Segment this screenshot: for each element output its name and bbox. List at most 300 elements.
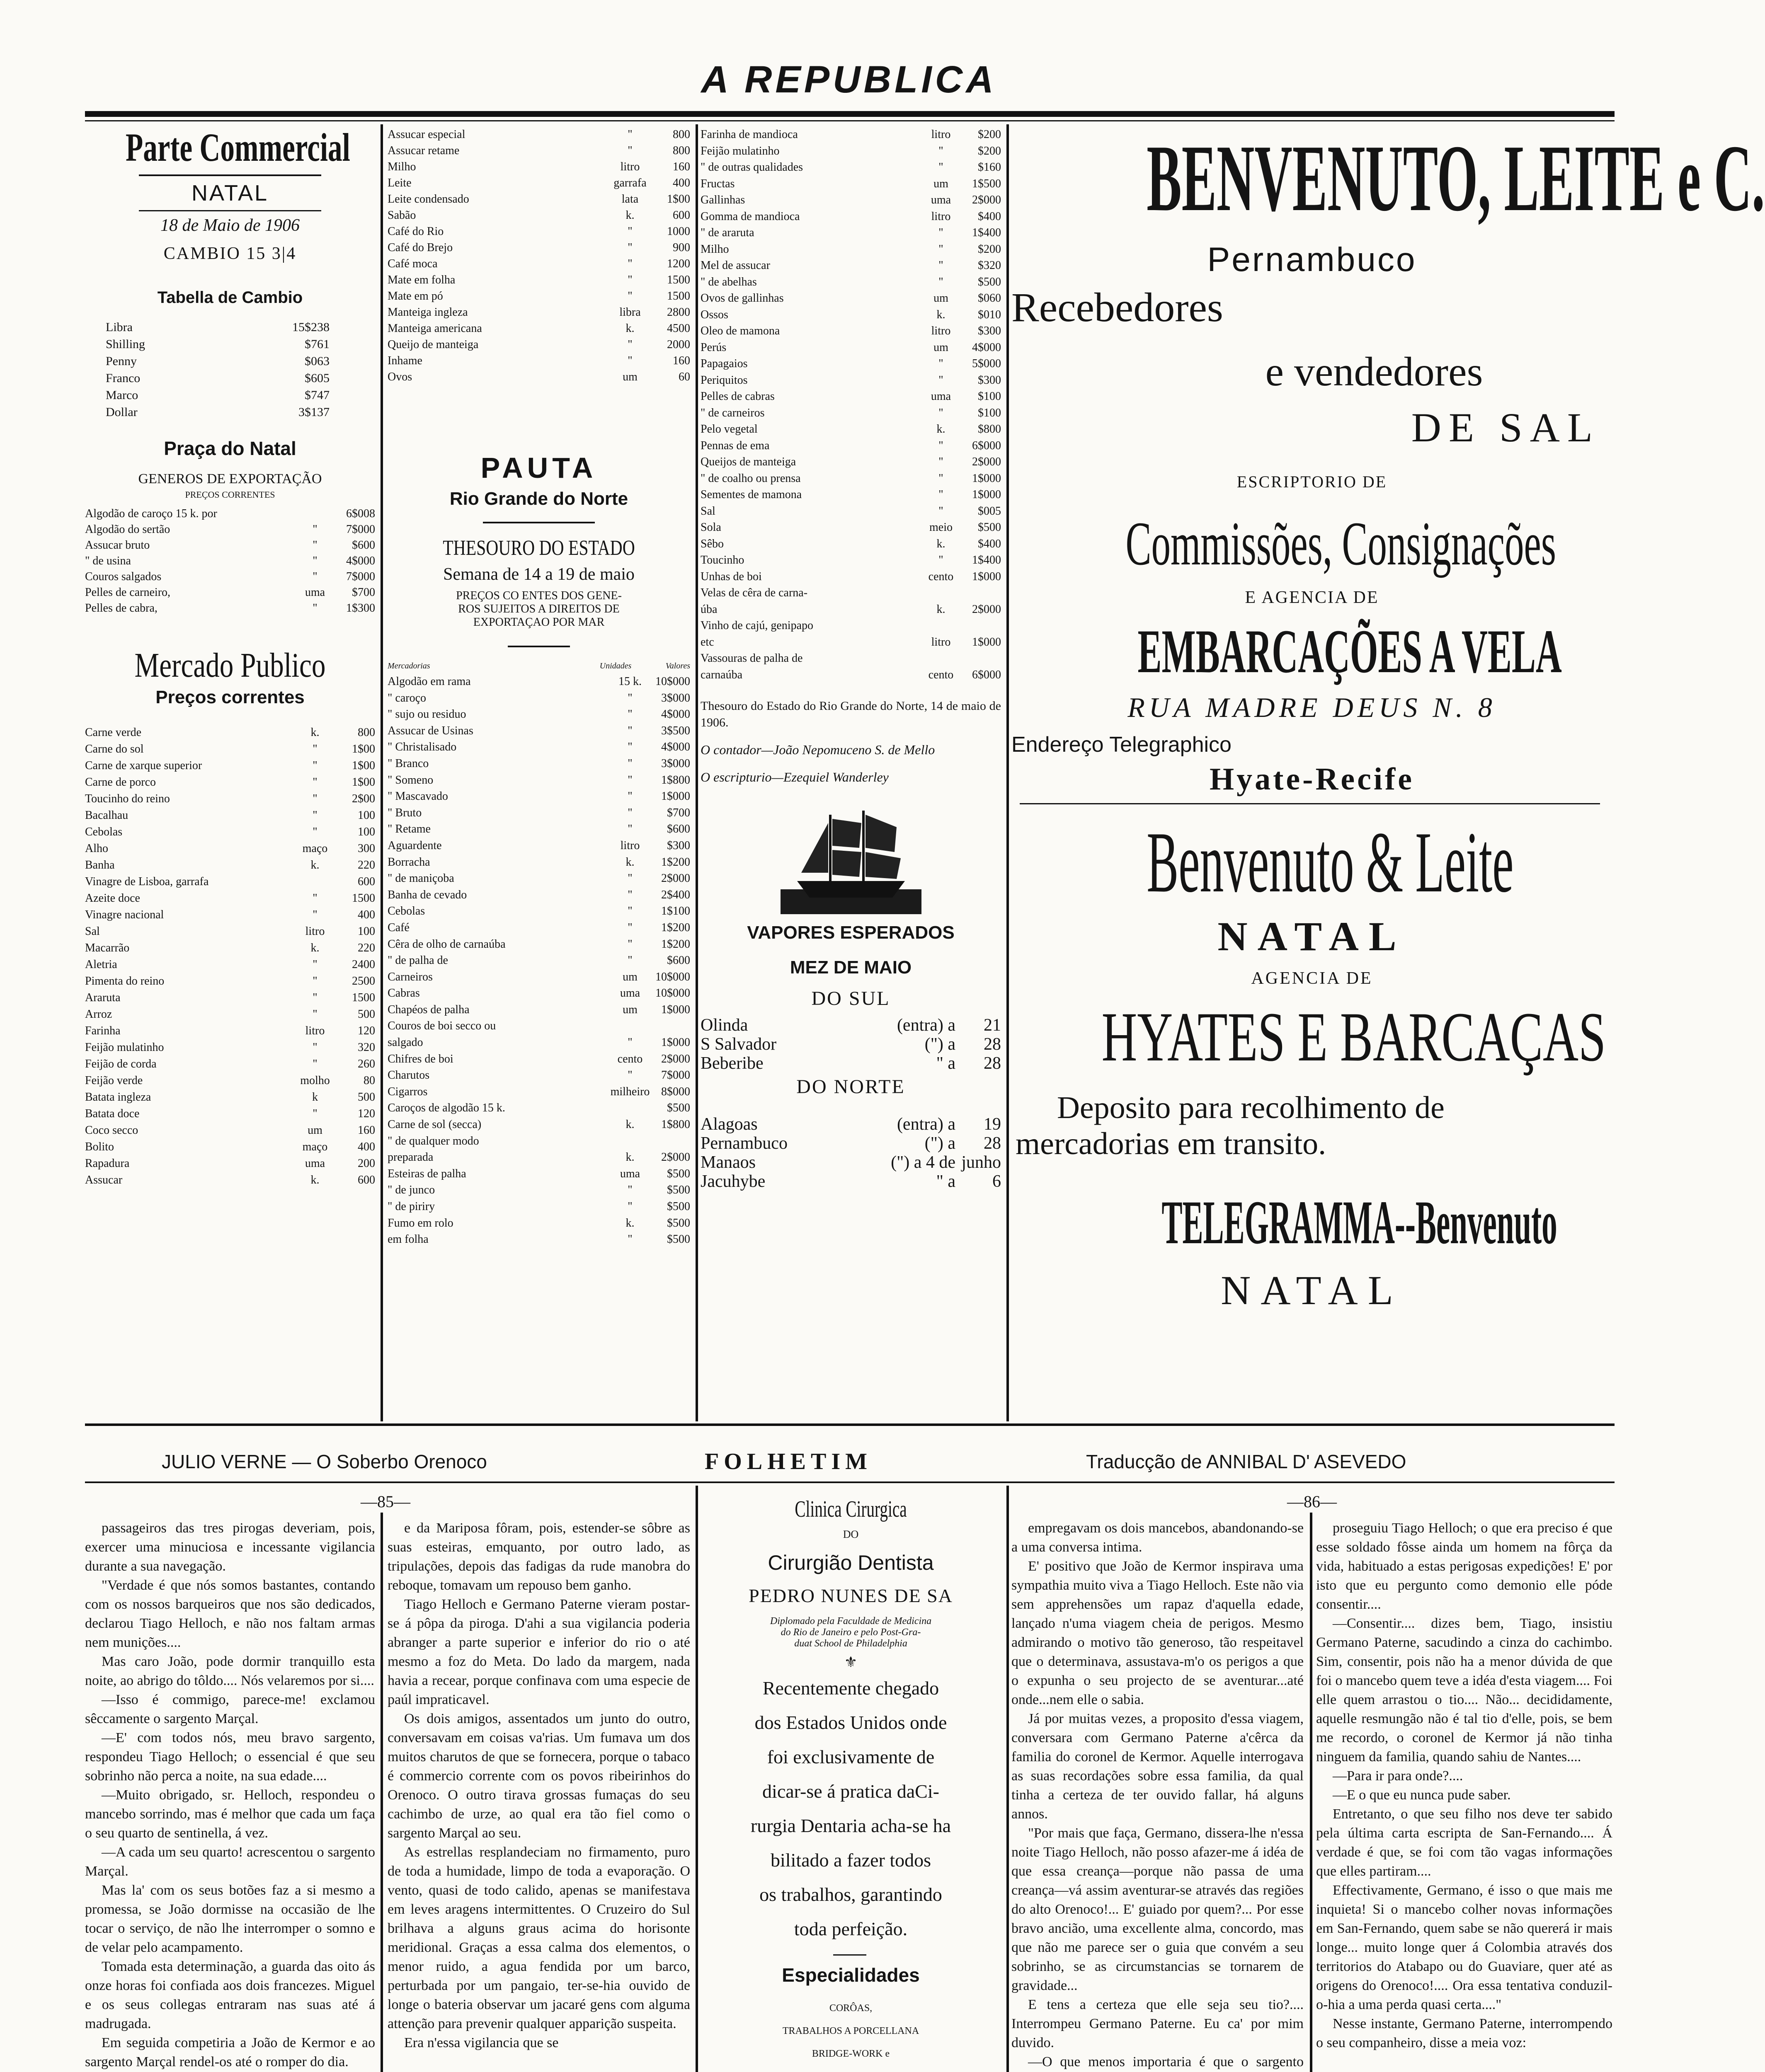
col3-item-name: Unhas de boi: [701, 570, 762, 583]
mercado-item-name: Carne do sol: [85, 743, 144, 755]
export-item-name: Algodão de caroço 15 k. por: [85, 507, 217, 520]
col2-item-unit: um: [623, 370, 638, 383]
sul-day: 21: [984, 1016, 1001, 1035]
mercado-row: [85, 824, 375, 840]
pauta-row: [388, 1231, 690, 1248]
mercado-item-value: 500: [358, 1091, 375, 1104]
novel-c2-paragraph: As estrellas resplandeciam no firmamento, puro de toda a humidade, limpo de toda a evaporação. O vento, quasi de todo calido, apenas se manifestava em leves aragens intermittentes. O Cruzeiro do Sul brilhava a alguns graus acima do horisonte meridional. Graças a essa calma dos elementos, o menor ruido, a agua fendida por um barco, perturbada por um pangaio, ter-se-hia ouvido de longe o bateria observar um jacaré gens com alguma attenção para prevenir qualquer apparição suspeita.: [388, 1844, 690, 2031]
col3-row: [701, 126, 1001, 143]
col3-item-unit: k.: [936, 537, 946, 550]
novel-c1-paragraph: Mas la' com os seus botões faz a si mesmo a promessa, se João dormisse na occasião de lhe tocar o serviço, de não lhe interromper o somno e de velar pelo acampamento.: [85, 1883, 375, 1955]
mercado-item-unit: ": [313, 825, 318, 838]
pauta-week: Semana de 14 a 19 de maio: [443, 565, 635, 584]
pauta-item-unit: ": [628, 757, 633, 770]
benvenuto-advert: [1011, 124, 1765, 1314]
col2-item-unit: ": [628, 290, 633, 303]
pauta-item-value: $500: [667, 1200, 690, 1213]
pauta-item-unit: k.: [626, 1216, 635, 1230]
mercado-item-value: 1500: [352, 991, 375, 1004]
col2-item-name: Ovos: [388, 370, 412, 383]
mercado-item-name: Feijão de corda: [85, 1058, 157, 1070]
pauta-item-name: Borracha: [388, 855, 430, 869]
pauta-item-unit: ": [628, 741, 633, 754]
col2-row: [388, 369, 690, 385]
col3-item-value: $500: [978, 275, 1001, 288]
pauta-item-name: " Someno: [388, 773, 434, 787]
mercado-row: [85, 857, 375, 874]
norte-ship: Jacuhybe: [701, 1172, 766, 1191]
mercado-item-value: 800: [358, 726, 375, 739]
col2-item-unit: ": [628, 144, 633, 157]
col2-row: [388, 191, 690, 207]
export-item-name: Assucar bruto: [85, 539, 150, 552]
export-item-name: Algodão do sertão: [85, 523, 170, 536]
export-row: [85, 522, 375, 537]
col3-item-value: $200: [978, 128, 1001, 141]
clinica-body-line: foi exclusivamente de: [767, 1746, 935, 1767]
col3-item-unit: um: [933, 292, 948, 305]
column-divider: [381, 1513, 383, 2072]
pauta-item-unit: 15 k.: [618, 675, 642, 688]
mercado-item-name: Arroz: [85, 1008, 112, 1021]
exchange-item-value: $747: [305, 388, 330, 402]
mercado-item-name: Rapadura: [85, 1157, 130, 1170]
mercado-item-value: 200: [358, 1157, 375, 1170]
exchange-title: Tabella de Cambio: [157, 288, 303, 307]
pauta-item-name: " de maniçoba: [388, 872, 454, 885]
col2-item-name: Milho: [388, 160, 416, 173]
novel-c5-paragraph: proseguiu Tiago Helloch; o que era preciso é que esse soldado fôsse ainda um homem na fôrça da vida, habituado a estas perigosas expedições! E' por isto que eu pergunto como demonio elle póde consentir....: [1316, 1520, 1612, 1612]
mercado-item-unit: k.: [310, 942, 320, 954]
norte-ship: Alagoas: [701, 1115, 758, 1134]
norte-row: [701, 1115, 1001, 1134]
masthead-rule: [85, 111, 1615, 117]
pauta-item-name: " de palha de: [388, 954, 448, 967]
exchange-item-name: Shilling: [106, 337, 145, 351]
col2-item-name: Leite condensado: [388, 193, 469, 206]
pauta-row: [388, 1034, 690, 1051]
pauta-item-value: $700: [667, 806, 690, 819]
clinica-body-line: rurgia Dentaria acha-se ha: [750, 1815, 951, 1836]
col3-item-unit: k.: [936, 603, 946, 616]
pauta-item-name: em folha: [388, 1233, 429, 1246]
col3-item-unit: meio: [929, 521, 953, 534]
mercado-item-value: 160: [358, 1124, 375, 1137]
col3-item-value: [964, 617, 1001, 634]
mercado-item-name: Azeite doce: [85, 892, 140, 905]
norte-row: [701, 1134, 1001, 1153]
col3-row: [701, 388, 1001, 405]
sul-note: " a: [936, 1054, 955, 1073]
col3-row: [701, 552, 1001, 569]
clinica-title: Clinica Cirurgica: [795, 1496, 907, 1522]
norte-title: DO NORTE: [796, 1076, 905, 1098]
col2-item-value: 1200: [667, 257, 690, 270]
pauta-item-value: 1$800: [661, 1118, 690, 1131]
pauta-item-name: " caroço: [388, 691, 427, 704]
praca-title: Praça do Natal: [164, 438, 296, 459]
col3-item-unit: cento: [928, 668, 954, 681]
mercado-row: [85, 1155, 375, 1172]
col2-item-value: 800: [673, 128, 690, 141]
mercado-row: [85, 874, 375, 890]
col3-item-name: Vassouras de palha de: [701, 652, 803, 665]
ad-recebedores: Recebedores: [1011, 284, 1223, 330]
col3-item-name: Mel de assucar: [701, 259, 770, 272]
novel-c4-paragraph: E tens a certeza que elle seja seu tio?.... Interrompeu Germano Paterne. Eu ca' por mim duvido.: [1011, 1997, 1304, 2050]
ad-city: Pernambuco: [1207, 241, 1417, 278]
mercado-row: [85, 1122, 375, 1139]
col3-row: [701, 176, 1001, 192]
col3-item-unit: litro: [931, 324, 951, 337]
mercado-row: [85, 1172, 375, 1188]
pauta-item-unit: ": [628, 773, 633, 787]
col3-item-name: Pelo vegetal: [701, 423, 758, 436]
clinica-body-line: toda perfeição.: [794, 1918, 908, 1939]
col3-item-value: 5$000: [972, 357, 1001, 370]
col3-item-unit: litro: [931, 210, 951, 223]
col2-item-value: 1500: [667, 274, 690, 286]
novel-c1-paragraph: —E' com todos nós, meu bravo sargento, respondeu Tiago Helloch; o essencial é que seu sobrinho não perca a noite, na sua edade....: [85, 1730, 375, 1784]
col2-item-name: Sabão: [388, 209, 416, 222]
mercado-row: [85, 1023, 375, 1039]
novel-c2-paragraph: Era n'essa vigilancia que se: [404, 2035, 559, 2050]
col2-item-unit: garrafa: [613, 177, 647, 189]
pauta-row: [388, 673, 690, 690]
export-item-unit: ": [313, 602, 318, 615]
pauta-item-value: 1$000: [661, 790, 690, 803]
col2-item-unit: ": [628, 225, 633, 238]
pauta-row: [388, 706, 690, 723]
col2-item-value: 2800: [667, 306, 690, 319]
col3-item-unit: ": [938, 455, 943, 468]
mercado-item-unit: ": [313, 809, 318, 822]
mercado-row: [85, 907, 375, 923]
clinica-dipl-1: Diplomado pela Faculdade de Medicina: [770, 1616, 932, 1627]
mercado-item-name: Batata ingleza: [85, 1091, 151, 1104]
pauta-item-name: Fumo em rolo: [388, 1216, 453, 1230]
mercado-item-unit: litro: [305, 925, 325, 938]
col3-item-unit: ": [938, 275, 943, 288]
pauta-item-unit: uma: [620, 987, 640, 1000]
col3-item-unit: litro: [931, 128, 951, 141]
clinica-body-line: Recentemente chegado: [762, 1677, 939, 1699]
sul-note: (entra) a: [897, 1016, 955, 1035]
export-item-value: 4$000: [346, 554, 375, 567]
col2-item-name: Café do Brejo: [388, 241, 453, 254]
pauta-item-name: Carne de sol (secca): [388, 1118, 482, 1131]
col3-row: [701, 159, 1001, 176]
col3-price-table: [701, 126, 1001, 683]
ad-agencia-2: AGENCIA DE: [1251, 969, 1373, 988]
export-row: [85, 537, 375, 553]
ad-benvenuto-leite: Benvenuto & Leite: [1147, 814, 1514, 910]
pauta-item-value: 1$200: [661, 937, 690, 951]
col3-row: [701, 454, 1001, 470]
pauta-item-unit: [607, 1018, 653, 1034]
col3-item-unit: ": [938, 242, 943, 256]
commercial-city: NATAL: [191, 181, 269, 206]
mercado-item-value: 80: [364, 1074, 375, 1087]
pauta-item-value: 2$000: [661, 1151, 690, 1164]
pauta-item-name: Carneiros: [388, 970, 433, 983]
col3-item-name: Fructas: [701, 177, 735, 190]
exchange-row: [106, 336, 330, 353]
pauta-item-unit: ": [628, 905, 633, 918]
col3-item-name: " de outras qualidades: [701, 161, 803, 174]
col3-item-unit: [918, 650, 964, 667]
pauta-item-unit: ": [628, 1184, 633, 1197]
ad-telegramma: TELEGRAMMA--Benvenuto: [1161, 1188, 1557, 1257]
col2-item-name: Inhame: [388, 354, 422, 367]
mercado-item-unit: ": [313, 1058, 318, 1070]
col2-item-name: Manteiga americana: [388, 322, 482, 335]
export-item-value: $600: [352, 539, 375, 552]
pauta-row: [388, 1018, 690, 1034]
page-number-left: —85—: [361, 1492, 410, 1511]
col3-item-value: 1$400: [972, 226, 1001, 239]
pauta-item-unit: um: [623, 970, 638, 983]
norte-day: junho: [961, 1153, 1001, 1172]
mercado-item-name: Aletria: [85, 958, 117, 971]
col3-item-name: Papagaios: [701, 357, 748, 370]
sul-title: DO SUL: [811, 988, 890, 1009]
col2-item-name: Café moca: [388, 257, 438, 270]
col3-item-value: $400: [978, 210, 1001, 223]
pauta-item-unit: milheiro: [610, 1085, 650, 1098]
pauta-item-name: Banha de cevado: [388, 888, 467, 901]
sul-ship: Beberibe: [701, 1054, 764, 1073]
col3-item-name: Ossos: [701, 308, 728, 321]
novel-c1-paragraph: Mas caro João, pode dormir tranquillo esta noite, ao abrigo do tôldo.... Nós velaremos por si....: [85, 1654, 375, 1688]
novel-c5-paragraph: Entretanto, o que seu filho nos deve ter sabido pela última carta escripta de San-Fernando.... Á verdade é que, se foi com tão vagas informações que elles partiram....: [1316, 1806, 1612, 1879]
col3-item-value: $200: [978, 144, 1001, 157]
mercado-item-value: 260: [358, 1058, 375, 1070]
mercado-item-value: 500: [358, 1008, 375, 1021]
pauta-item-value: 2$000: [661, 1052, 690, 1065]
col3-item-name: Oleo de mamona: [701, 324, 780, 337]
col3-item-value: $320: [978, 259, 1001, 272]
mercado-item-value: 2500: [352, 975, 375, 988]
col3-item-unit: ": [938, 144, 943, 157]
pauta-item-value: 10$000: [655, 675, 690, 688]
pauta-item-name: Assucar de Usinas: [388, 724, 473, 737]
ad-deposito: Deposito para recolhimento de: [1057, 1090, 1445, 1125]
col3-item-unit: k.: [936, 423, 946, 436]
mercado-item-value: 600: [358, 1174, 375, 1186]
exchange-item-name: Franco: [106, 371, 141, 385]
pauta-item-value: 7$000: [661, 1069, 690, 1082]
export-item-unit: ": [313, 539, 318, 552]
ad-divider: [1020, 803, 1600, 804]
pauta-item-value: 2$400: [661, 888, 690, 901]
pauta-item-name: Algodão em rama: [388, 675, 471, 688]
pauta-item-value: 8$000: [661, 1085, 690, 1098]
col3-item-value: $800: [978, 423, 1001, 436]
pauta-item-unit: ": [628, 954, 633, 967]
mercado-item-name: Vinagre nacional: [85, 908, 164, 921]
mercado-row: [85, 923, 375, 940]
mercado-item-unit: ": [313, 743, 318, 755]
col3-item-name: " de coalho ou prensa: [701, 472, 801, 485]
pauta-item-unit: ": [628, 888, 633, 901]
sul-ship: S Salvador: [701, 1035, 777, 1054]
pauta-row: [388, 1051, 690, 1067]
col3-item-unit: cento: [928, 570, 954, 583]
col3-row: [701, 601, 1001, 618]
col3-item-value: 2$000: [972, 455, 1001, 468]
export-item-unit: uma: [305, 586, 325, 599]
pauta-row: [388, 1215, 690, 1232]
mercado-item-value: 100: [358, 809, 375, 822]
pauta-row: [388, 1149, 690, 1166]
col3-item-name: Ovos de gallinhas: [701, 292, 784, 305]
col3-item-value: $500: [978, 521, 1001, 534]
export-item-value: 6$008: [346, 507, 375, 520]
col3-row: [701, 634, 1001, 651]
col3-item-value: 1$500: [972, 177, 1001, 190]
vapores-title: VAPORES ESPERADOS: [747, 922, 955, 943]
pauta-item-value: 1$200: [661, 921, 690, 934]
mercado-item-value: 220: [358, 942, 375, 954]
mercado-row: [85, 1056, 375, 1072]
col2-row: [388, 240, 690, 256]
col3-item-name: Toucinho: [701, 554, 744, 566]
ornament-icon: ⚜: [844, 1654, 858, 1670]
pauta-item-value: 3$500: [661, 724, 690, 737]
col3-item-value: 1$000: [972, 488, 1001, 501]
mercado-item-unit: ": [313, 792, 318, 805]
mercado-item-name: Bacalhau: [85, 809, 128, 822]
col3-row: [701, 405, 1001, 421]
novel-c5-paragraph: —Consentir.... dizes bem, Tiago, insistiu Germano Paterne, sacudindo a cinza do cachimbo. Sim, consentir, pois não ha a menor dúvida de que foi o mancebo quem teve a idéa d'esta viagem.... Foi elle quem arrastou o tio.... Não... decididamente, aquelle resmungão não é tal tio d'elle, pois, se bem me recordo, o coronel de Kermor já não tinha ninguem da familia, quando sahiu de Nantes....: [1316, 1616, 1612, 1765]
col3-row: [701, 585, 1001, 601]
column-divider: [1006, 1486, 1009, 2072]
col2-item-unit: ": [628, 241, 633, 254]
mercado-row: [85, 990, 375, 1006]
ship-icon: [781, 798, 921, 914]
mercado-item-unit: maço: [302, 1140, 328, 1153]
col2-item-value: 800: [673, 144, 690, 157]
col3-item-unit: [918, 617, 964, 634]
mercado-item-name: Coco secco: [85, 1124, 138, 1137]
mercado-item-unit: ": [313, 776, 318, 789]
pauta-item-unit: [607, 1133, 653, 1150]
mercado-item-value: 120: [358, 1024, 375, 1037]
col2-item-value: 1500: [667, 290, 690, 303]
mercado-row: [85, 973, 375, 990]
mercado-item-unit: k.: [310, 859, 320, 871]
col2-item-unit: ": [628, 338, 633, 351]
norte-day: 19: [984, 1115, 1001, 1134]
export-row: [85, 506, 375, 522]
pauta-item-value: 10$000: [655, 987, 690, 1000]
export-item-value: 1$300: [346, 602, 375, 615]
pauta-item-value: [653, 1133, 690, 1150]
mercado-item-unit: ": [313, 892, 318, 905]
pauta-item-value: 2$000: [661, 872, 690, 885]
pauta-item-value: 4$000: [661, 708, 690, 721]
col3-item-name: Periquitos: [701, 373, 748, 387]
clinica-coroas: CORÔAS,: [829, 2003, 873, 2014]
col3-item-value: $060: [978, 292, 1001, 305]
novel-column-1: [85, 1519, 375, 2072]
exchange-row: [106, 319, 330, 336]
pauta-item-unit: ": [628, 937, 633, 951]
mercado-item-unit: k.: [310, 726, 320, 739]
cambio-rate: CAMBIO 15 3|4: [163, 244, 297, 263]
pauta-item-unit: um: [623, 1003, 638, 1016]
mercado-item-unit: ": [313, 759, 318, 772]
col3-item-unit: ": [938, 357, 943, 370]
pauta-item-name: " Branco: [388, 757, 429, 770]
mercado-item-value: 1$00: [352, 743, 375, 755]
export-item-value: $700: [352, 586, 375, 599]
pauta-note-2: ROS SUJEITOS A DIREITOS DE: [458, 603, 620, 615]
column-divider: [696, 1486, 698, 2072]
pauta-row: [388, 903, 690, 920]
mercado-row: [85, 1089, 375, 1106]
col3-row: [701, 487, 1001, 503]
col3-item-name: Pelles de cabras: [701, 390, 775, 403]
divider: [483, 522, 595, 523]
pauta-row: [388, 854, 690, 871]
column-divider: [1310, 1513, 1312, 2072]
sul-day: 28: [984, 1035, 1001, 1054]
col2-item-name: Assucar retame: [388, 144, 460, 157]
pauta-item-value: 10$000: [655, 970, 690, 983]
folhetim-title: FOLHETIM: [705, 1449, 873, 1474]
mercado-item-value: 1500: [352, 892, 375, 905]
export-item-name: Pelles de carneiro,: [85, 586, 171, 599]
ad-natal: NATAL: [1217, 913, 1406, 959]
ad-embarcacoes: EMBARCAÇÕES A VELA: [1137, 617, 1562, 686]
col3-row: [701, 241, 1001, 258]
pauta-row: [388, 1198, 690, 1215]
pauta-note-1: PREÇOS CO ENTES DOS GENE-: [456, 589, 622, 602]
col3-row: [701, 667, 1001, 683]
pauta-item-name: Esteiras de palha: [388, 1167, 466, 1180]
mercado-item-value: 400: [358, 908, 375, 921]
col3-item-unit: ": [938, 406, 943, 419]
novel-c1-paragraph: "Verdade é que nós somos bastantes, contando com os nossos barqueiros que nos são dedicados, declarou Tiago Helloch, e não nos faltam armas nem munições....: [85, 1578, 375, 1650]
exchange-item-name: Penny: [106, 354, 137, 368]
col2-item-value: 2000: [667, 338, 690, 351]
commercial-column: [85, 124, 375, 1188]
col2-item-value: 1000: [667, 225, 690, 238]
export-item-name: Couros salgados: [85, 570, 162, 583]
novel-c1-paragraph: Em seguida competiria a João de Kermor e ao sargento Marçal rendel-os até o romper do dia.: [85, 2035, 375, 2070]
mercado-item-name: Toucinho do reino: [85, 792, 170, 805]
clinica-body-line: os trabalhos, garantindo: [759, 1884, 942, 1905]
export-item-value: 7$000: [346, 523, 375, 536]
col2-item-value: 160: [673, 160, 690, 173]
pauta-row: [388, 952, 690, 969]
pauta-item-value: $500: [667, 1101, 690, 1115]
novel-c5-paragraph: —Para ir para onde?....: [1333, 1768, 1463, 1784]
pauta-item-name: Chifres de boi: [388, 1052, 453, 1065]
col3-item-value: 6$000: [972, 668, 1001, 681]
col3-item-unit: ": [938, 226, 943, 239]
pauta-row: [388, 805, 690, 821]
ad-natal-2: NATAL: [1221, 1267, 1403, 1313]
col3-item-name: Sola: [701, 521, 721, 534]
ad-agencia: E AGENCIA DE: [1245, 588, 1379, 607]
col3-item-unit: k.: [936, 308, 946, 321]
pauta-item-unit: ": [628, 806, 633, 819]
sul-table: [701, 1016, 1001, 1073]
masthead-rule-thin: [85, 120, 1615, 121]
